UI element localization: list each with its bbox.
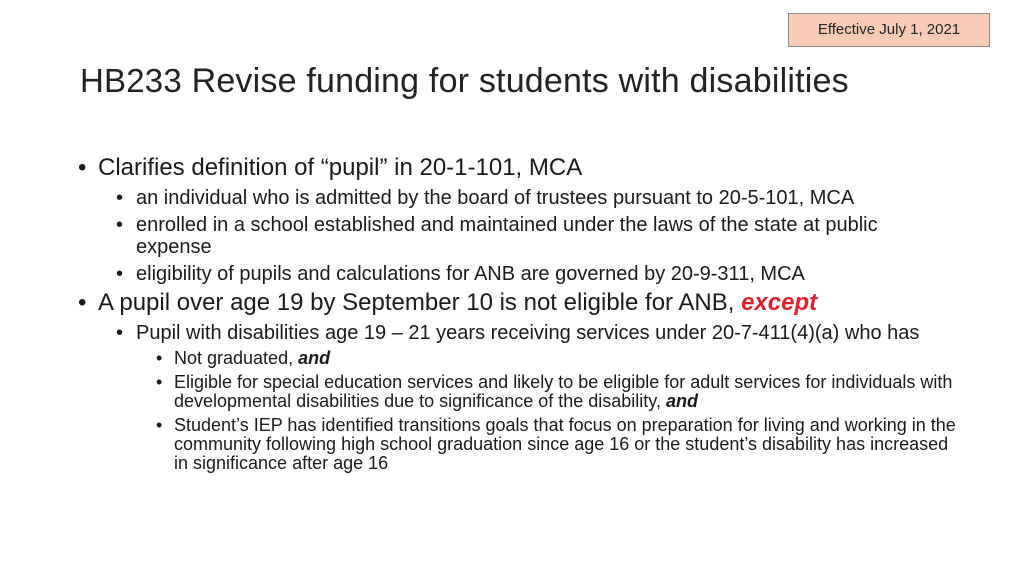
bullet-text: Pupil with disabilities age 19 – 21 years receiving services under 20-7-411(4)(a) who has: [136, 322, 920, 344]
sub-sub-bullet-not-graduated: [78, 349, 958, 368]
bullet-text: A pupil over age 19 by September 10 is not eligible for ANB,: [98, 289, 735, 316]
bullet-icon: •: [156, 372, 163, 392]
bullet-icon: •: [78, 289, 87, 316]
except-emphasis: except: [741, 289, 818, 316]
bullet-icon: •: [116, 322, 124, 344]
sub-bullet-disabilities: [78, 322, 958, 344]
bullet-icon: •: [156, 348, 163, 368]
bullet-text: Not graduated,: [174, 348, 294, 368]
bullet-text: Eligible for special education services and likely to be eligible for adult services for individuals with developmental disabilities due to significance of the disability,: [174, 372, 953, 411]
bullet-text: eligibility of pupils and calculations for ANB are governed by 20-9-311, MCA: [136, 263, 805, 285]
bullet-text: Student’s IEP has identified transitions goals that focus on preparation for living and working in the community following high school graduation since age 16 or the student’s disability has increased in significance after age 16: [174, 415, 956, 473]
bullet-list: [78, 150, 958, 473]
and-emphasis: and: [298, 348, 331, 368]
bullet-icon: •: [116, 214, 124, 236]
bill-title: Revise funding for students with disabilities: [191, 62, 849, 100]
effective-date-badge: Effective July 1, 2021: [788, 13, 990, 47]
bullet-icon: •: [116, 263, 124, 285]
bullet-text: Clarifies definition of “pupil” in 20-1-101, MCA: [98, 154, 583, 181]
and-emphasis: and: [665, 391, 698, 411]
bill-code: HB233: [80, 62, 182, 99]
bullet-pupil-definition: [78, 154, 958, 182]
slide-title: [80, 62, 849, 101]
bullet-text: an individual who is admitted by the board of trustees pursuant to 20-5-101, MCA: [136, 187, 855, 209]
sub-sub-bullet-eligible: [78, 373, 958, 411]
bullet-age-19: [78, 289, 958, 317]
sub-bullet-enrolled: [78, 214, 958, 258]
bullet-icon: •: [78, 154, 87, 181]
sub-bullet-eligibility: [78, 263, 958, 285]
bullet-icon: •: [116, 187, 124, 209]
sub-bullet-admitted: [78, 187, 958, 209]
bullet-icon: •: [156, 415, 163, 435]
sub-sub-bullet-iep: [78, 416, 958, 473]
bullet-text: enrolled in a school established and maintained under the laws of the state at public expense: [136, 214, 878, 258]
